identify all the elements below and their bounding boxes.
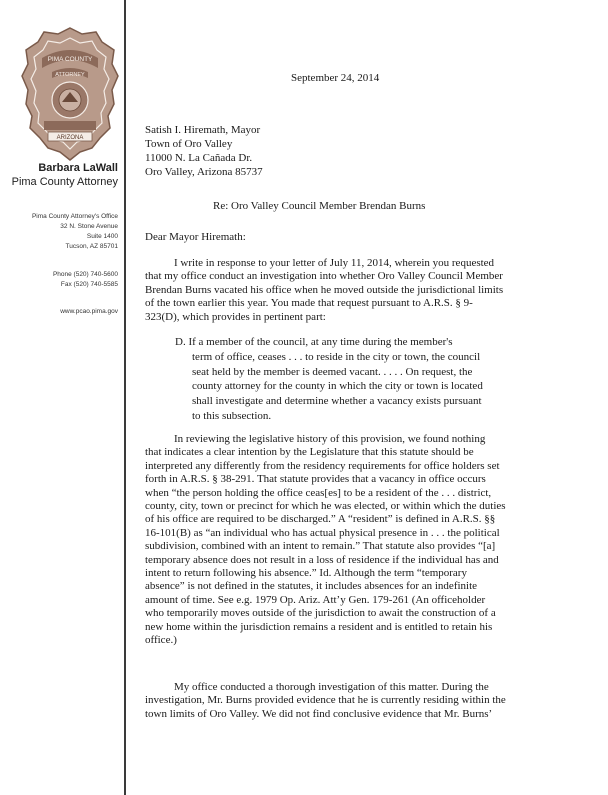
office-website[interactable]: www.pcao.pima.gov bbox=[60, 308, 118, 315]
paragraph-line: 16-101(B) as “an individual who has actual physical presence in . . . the political bbox=[145, 526, 500, 539]
recipient-line: Town of Oro Valley bbox=[145, 138, 233, 150]
office-phone: Phone (520) 740-5600 bbox=[52, 271, 118, 278]
salutation: Dear Mayor Hiremath: bbox=[145, 231, 246, 243]
badge-top-text: PIMA COUNTY bbox=[47, 56, 93, 63]
paragraph-line: of the town earlier this year. You made that request pursuant to A.R.S. § 9- bbox=[145, 297, 473, 310]
paragraph-line: intent to return following his absence.” Id. Although the term “temporary bbox=[145, 567, 467, 580]
paragraph-line: that indicates a clear intention by the Legislature that this statute should be bbox=[145, 446, 474, 459]
paragraph-line: investigation, Mr. Burns provided evidence that he is currently residing within the bbox=[145, 694, 506, 707]
badge-bottom-text: ARIZONA bbox=[56, 135, 84, 141]
paragraph-line: absence” is not defined in the statutes, it includes absences for an indefinite bbox=[145, 580, 478, 593]
paragraph-2 bbox=[145, 433, 506, 648]
paragraph-line: office.) bbox=[145, 634, 177, 647]
quote-line: to this subsection. bbox=[192, 409, 272, 422]
office-street: 32 N. Stone Avenue bbox=[60, 223, 118, 230]
paragraph-line: interpreted any differently from the residency requirements for office holders set bbox=[145, 459, 500, 472]
paragraph-line: forth in A.R.S. § 38-291. That statute provides that a vacancy in office occurs bbox=[145, 473, 486, 486]
office-city: Tucson, AZ 85701 bbox=[65, 243, 118, 250]
paragraph-line: I write in response to your letter of July 11, 2014, wherein you requested bbox=[174, 257, 495, 269]
paragraph-line: new home within the jurisdiction remains a resident and is entitled to retain his bbox=[145, 620, 493, 633]
paragraph-line: when “the person holding the office ceas[es] to be a resident of the . . . district, bbox=[145, 486, 492, 499]
paragraph-1 bbox=[145, 257, 503, 324]
subject-line: Re: Oro Valley Council Member Brendan Burns bbox=[213, 200, 426, 212]
quote-line: county attorney for the county in which the city or town is located bbox=[192, 380, 483, 393]
paragraph-line: In reviewing the legislative history of this provision, we found nothing bbox=[174, 433, 486, 445]
paragraph-line: amount of time. See e.g. 1979 Op. Ariz. Att’y Gen. 179-261 (An officeholder bbox=[145, 593, 486, 606]
paragraph-line: town limits of Oro Valley. We did not find conclusive evidence that Mr. Burns’ bbox=[145, 707, 493, 720]
paragraph-line: county, city, town or precinct for which he was elected, or within which the duties bbox=[145, 500, 506, 513]
recipient-line: Satish I. Hiremath, Mayor bbox=[145, 124, 261, 136]
attorney-title: Pima County Attorney bbox=[11, 176, 118, 188]
paragraph-line: temporary absence does not result in a loss of residence if the individual has and bbox=[145, 553, 499, 566]
paragraph-line: My office conducted a thorough investigation of this matter. During the bbox=[174, 681, 489, 693]
quote-line: D. If a member of the council, at any time during the member's bbox=[175, 336, 453, 348]
statute-quote bbox=[175, 335, 483, 424]
badge-middle-text: ATTORNEY bbox=[55, 72, 85, 78]
paragraph-line: who temporarily moves outside of the jurisdiction to await the construction of a bbox=[145, 607, 496, 620]
paragraph-3 bbox=[145, 681, 506, 721]
recipient-line: 11000 N. La Cañada Dr. bbox=[145, 152, 253, 164]
letter-date: September 24, 2014 bbox=[291, 72, 380, 84]
recipient-line: Oro Valley, Arizona 85737 bbox=[145, 166, 263, 178]
paragraph-line: Brendan Burns vacated his office when he moved outside the jurisdictional limits bbox=[145, 283, 504, 296]
paragraph-line: that my office conduct an investigation into whether Oro Valley Council Member bbox=[145, 270, 503, 283]
office-fax: Fax (520) 740-5585 bbox=[60, 281, 118, 288]
office-suite: Suite 1400 bbox=[86, 233, 118, 240]
quote-line: term of office, ceases . . . to reside in the city or town, the council bbox=[192, 350, 481, 363]
attorney-name: Barbara LaWall bbox=[38, 162, 118, 174]
office-name: Pima County Attorney's Office bbox=[31, 213, 118, 220]
paragraph-line: subdivision, combined with an intent to remain.” That statute also provides “[a] bbox=[145, 540, 496, 553]
quote-line: seat held by the member is deemed vacant. . . . . On request, the bbox=[192, 365, 473, 378]
quote-line: shall investigate and determine whether a vacancy exists pursuant bbox=[192, 395, 482, 408]
paragraph-line: of his office are required to be discharged.” A “resident” is defined in A.R.S. §§ bbox=[145, 513, 496, 526]
paragraph-line: 323(D), which provides in pertinent part: bbox=[145, 310, 326, 323]
